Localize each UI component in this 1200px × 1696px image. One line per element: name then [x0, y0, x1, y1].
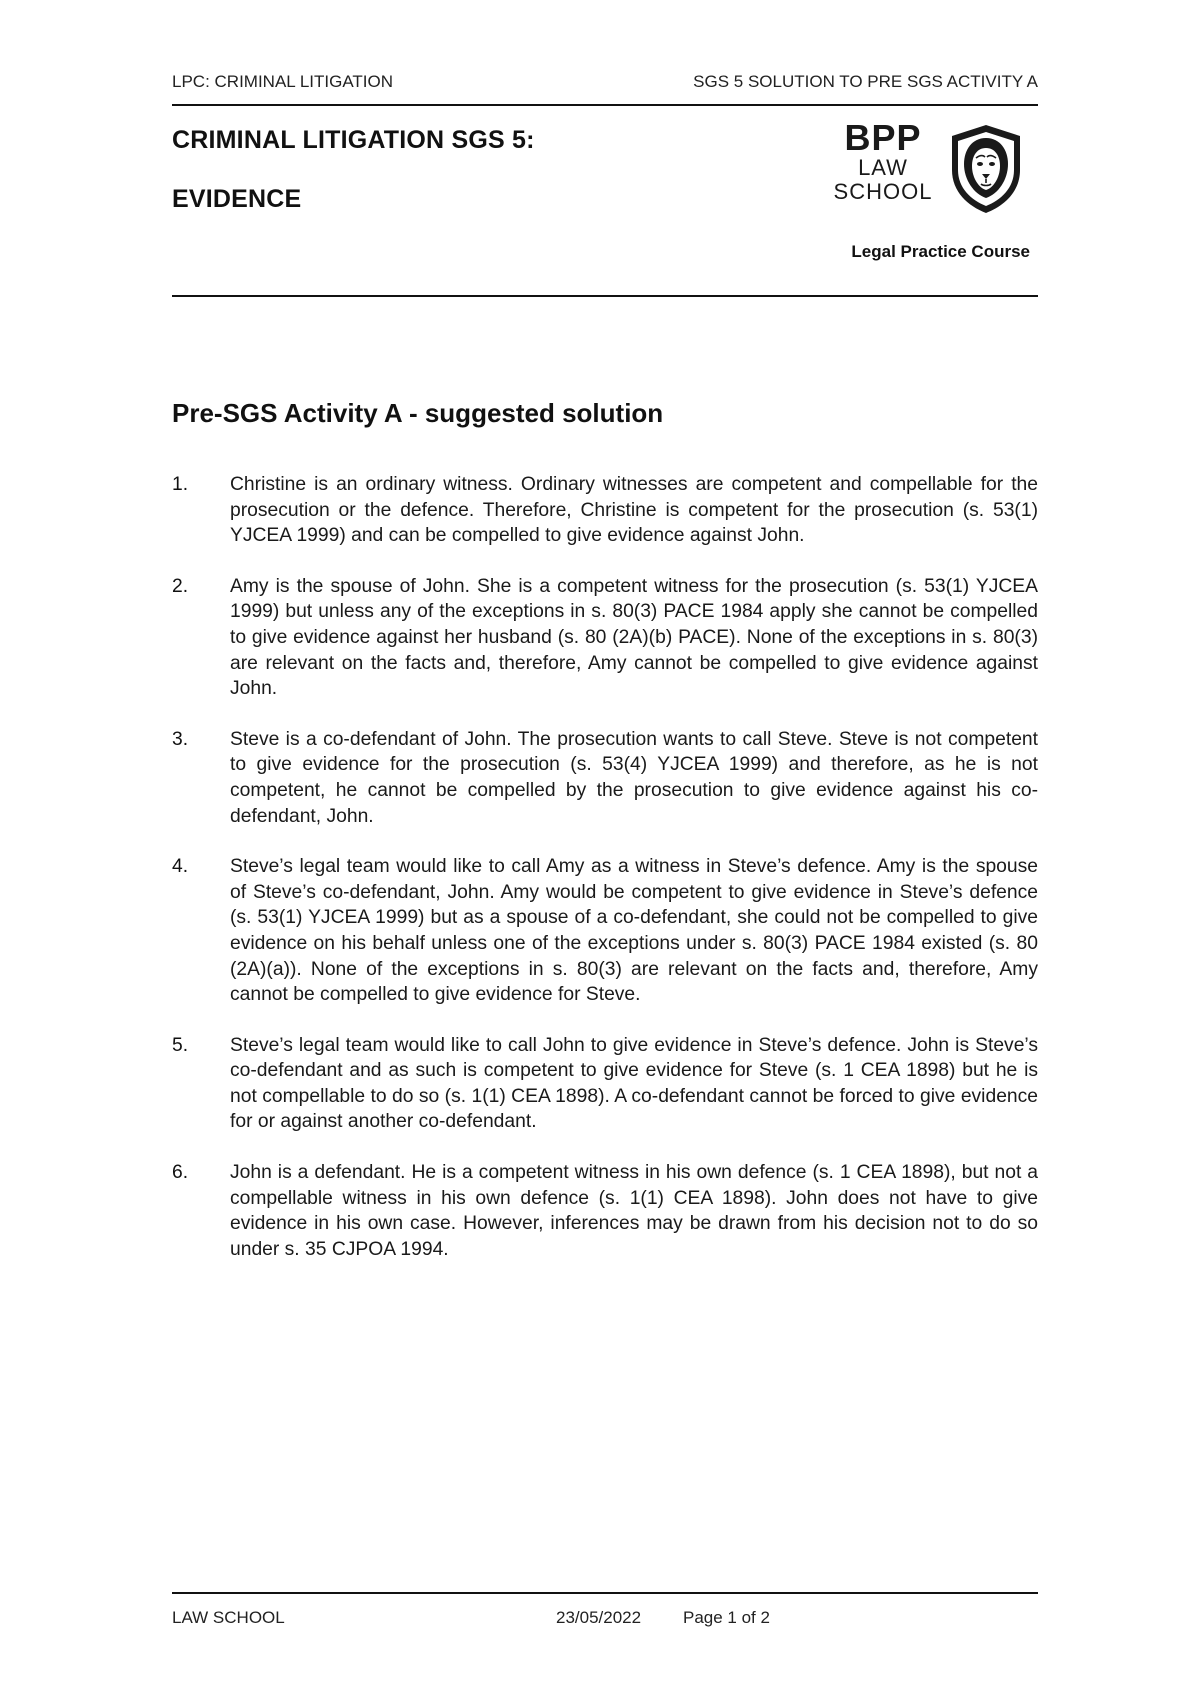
header-divider: [172, 104, 1038, 106]
answer-item: [172, 472, 1038, 549]
answer-number: 3.: [172, 728, 189, 750]
answer-number: 4.: [172, 856, 189, 878]
answer-item: [172, 854, 1038, 1008]
document-title: [172, 126, 535, 214]
answer-item: [172, 727, 1038, 829]
title-line-2: EVIDENCE: [172, 185, 302, 213]
footer-left-text: LAW SCHOOL: [172, 1608, 285, 1627]
bpp-law-school-logo: [828, 117, 1028, 220]
answer-item: [172, 1033, 1038, 1135]
header-right-text: SGS 5 SOLUTION TO PRE SGS ACTIVITY A: [693, 72, 1038, 91]
logo-school: SCHOOL: [833, 179, 933, 204]
answer-number: 2.: [172, 575, 189, 597]
answer-list: [172, 472, 1038, 1287]
answer-text: Steve’s legal team would like to call John to give evidence in Steve’s defence. John is Steve’s co-defendant and as such is competent to give evidence for Steve (s. 1 CEA 1898) but he is not compellable to do so (s. 1(1) CEA 1898). A co-defendant cannot be forced to give evidence for or against another co-defendant.: [230, 1034, 1038, 1133]
logo-law: LAW: [858, 155, 908, 180]
logo-brand: BPP: [844, 117, 922, 158]
answer-item: [172, 1160, 1038, 1262]
footer-page-number: Page 1 of 2: [683, 1608, 770, 1627]
answer-item: [172, 574, 1038, 702]
answer-text: Amy is the spouse of John. She is a competent witness for the prosecution (s. 53(1) YJCEA 1999) but unless any of the exceptions in s. 80(3) PACE 1984 apply she cannot be compelled to give evidence against her husband (s. 80 (2A)(b) PACE). None of the exceptions in s. 80(3) are relevant on the facts and, therefore, Amy cannot be compelled to give evidence against John.: [230, 575, 1038, 700]
title-divider: [172, 295, 1038, 297]
course-label: Legal Practice Course: [851, 242, 1030, 261]
answer-number: 1.: [172, 474, 189, 495]
footer-divider: [172, 1592, 1038, 1594]
answer-text: Steve is a co-defendant of John. The prosecution wants to call Steve. Steve is not competent to give evidence for the prosecution (s. 53(4) YJCEA 1999) and therefore, as he is not competent, he cannot be compelled by the prosecution to give evidence against his co-defendant, John.: [230, 728, 1038, 827]
title-line-1: CRIMINAL LITIGATION SGS 5:: [172, 126, 535, 154]
section-heading: Pre-SGS Activity A - suggested solution: [172, 398, 664, 428]
header-left-text: LPC: CRIMINAL LITIGATION: [172, 72, 394, 91]
answer-text: Christine is an ordinary witness. Ordinary witnesses are competent and compellable for the prosecution or the defence. Therefore, Christine is competent for the prosecution (s. 53(1) YJCEA 1999) and can be compelled to give evidence against John.: [230, 474, 1038, 547]
logo-wordmark: [828, 117, 938, 204]
lion-shield-icon: [946, 122, 1026, 216]
answer-number: 6.: [172, 1162, 189, 1184]
answer-text: Steve’s legal team would like to call Amy as a witness in Steve’s defence. Amy is the spouse of Steve’s co-defendant, John. Amy would be competent to give evidence in Steve’s defence (s. 53(1) YJCEA 1999) but as a spouse of a co-defendant, she could not be compelled to give evidence on his behalf unless one of the exceptions under s. 80(3) PACE 1984 existed (s. 80 (2A)(a)). None of the exceptions in s. 80(3) are relevant on the facts and, therefore, Amy cannot be compelled to give evidence for Steve.: [230, 856, 1038, 1006]
answer-number: 5.: [172, 1034, 189, 1056]
footer-date: 23/05/2022: [556, 1608, 642, 1627]
answer-text: John is a defendant. He is a competent witness in his own defence (s. 1 CEA 1898), but not a compellable witness in his own defence (s. 1(1) CEA 1898). John does not have to give evidence in his own case. However, inferences may be drawn from his decision not to do so under s. 35 CJPOA 1994.: [230, 1162, 1038, 1260]
running-header: [172, 72, 1038, 92]
